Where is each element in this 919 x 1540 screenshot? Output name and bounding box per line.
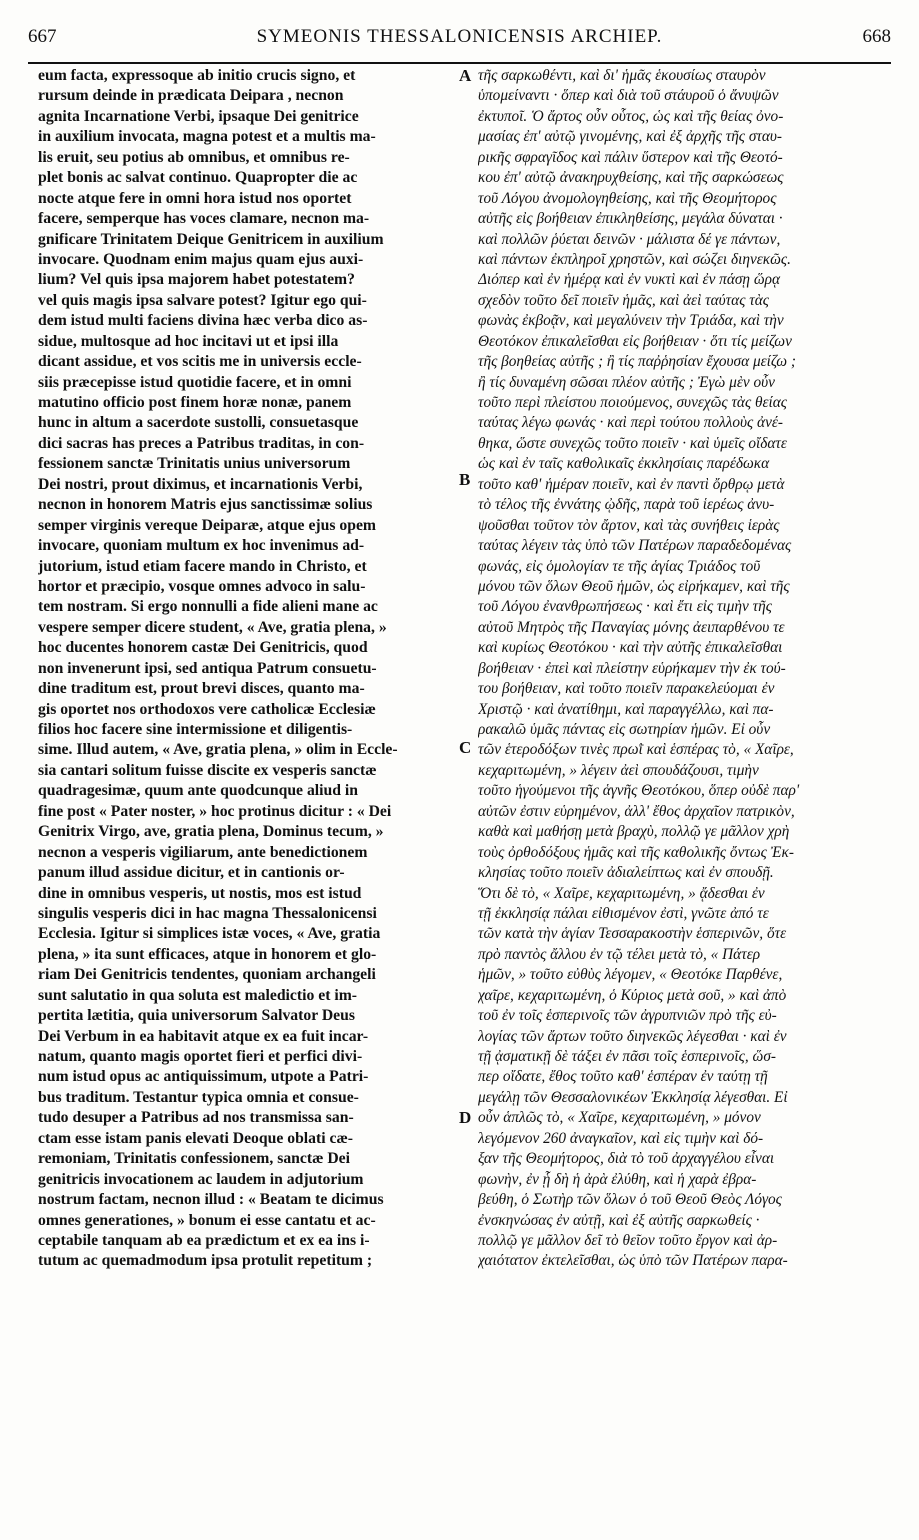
text-line: ψοῦσθαι τοῦτον τὸν ἄρτον, καὶ τὰς συνήθεις ἱερὰς xyxy=(478,516,780,534)
text-line: filios hoc facere sine intermissione et diligentis- xyxy=(38,721,353,738)
text-line: τοῦτο καθ' ἡμέραν ποιεῖν, καὶ ἐν παντὶ ὄρθρῳ μετὰ xyxy=(478,475,785,493)
text-line: τῆς σαρκωθέντι, καὶ δι' ἡμᾶς ἑκουσίως σταυρὸν xyxy=(478,67,766,84)
text-line: bus traditum. Testantur typica omnia et consue- xyxy=(38,1088,359,1106)
text-line: Dei nostri, prout diximus, et incarnationis Verbi, xyxy=(38,475,363,493)
text-line: αὐτοῦ Μητρὸς τῆς Παναγίας μόνης ἀειπαρθένου τε xyxy=(478,618,785,636)
text-line: σχεδὸν τοῦτο δεῖ ποιεῖν ἡμᾶς, καὶ ἀεὶ ταύτας τὰς xyxy=(478,291,769,309)
text-line: ταύτας λέγειν τὰς ὑπὸ τῶν Πατέρων παραδεδομένας xyxy=(478,537,792,555)
text-line: tutum ac quemadmodum ipsa protulit repetitum ; xyxy=(38,1252,373,1270)
text-line: riam Dei Genitricis tendentes, quoniam archangeli xyxy=(38,966,376,984)
text-line: Χριστῷ · καὶ ἀνατίθημι, καὶ παραγγέλλω, καὶ πα- xyxy=(478,700,774,718)
text-line: lis eruit, seu potius ab omnibus, et omnibus re- xyxy=(38,148,350,166)
text-line: vel quis magis ipsa salvare potest? Igitur ego qui- xyxy=(38,291,367,309)
text-line: gnificare Trinitatem Deique Genitricem in auxilium xyxy=(38,230,384,248)
text-line: ἢ τίς δυναμένη σῶσαι πλέον αὐτῆς ; Ἐγὼ μὲν οὖν xyxy=(478,373,775,391)
text-line: necnon a vesperis vigiliarum, ante benedictionem xyxy=(38,843,368,861)
text-line: lium? Vel quis ipsa majorem habet potestatem? xyxy=(38,271,355,289)
text-line: τοῦ ἐν τοῖς ἑσπερινοῖς τῶν ἀγρυπνιῶν πρὸ τῆς εὐ- xyxy=(478,1007,777,1025)
text-line: sunt salutatio in qua soluta est maledictio et im- xyxy=(38,986,357,1004)
text-line: περ οἴδατε, ἔθος τοῦτο καθ' ἑσπέραν ἐν ταύτῃ τῇ xyxy=(478,1068,768,1086)
latin-column xyxy=(38,66,458,1272)
text-line: Dei Verbum in ea habitavit atque ex ea fuit incar- xyxy=(38,1027,369,1045)
text-line: βοήθειαν · ἐπεὶ καὶ πλείστην εὑρήκαμεν τὴν ἐκ τού- xyxy=(478,659,786,677)
greek-column xyxy=(478,66,892,1272)
text-line: num istud opus ac antiquissimum, utpote a Patri- xyxy=(38,1068,369,1086)
text-line: singulis vesperis dici in hac magna Thessalonicensi xyxy=(38,904,377,922)
text-line: hoc ducentes honorem castæ Dei Genitricis, quod xyxy=(38,639,368,657)
text-line: λογίας τῶν ἄρτων τοῦτο διηνεκῶς λέγεσθαι · καὶ ἐν xyxy=(478,1027,787,1045)
text-line: κλησίας τοῦτο ποιεῖν ἀδιαλείπτως καὶ ἐν σπουδῇ. xyxy=(478,864,774,882)
text-line: φωνάς, εἰς ὁμολογίαν τε τῆς ἁγίας Τριάδος τοῦ xyxy=(478,557,761,575)
text-line: omnes generationes, » bonum ei esse cantatu et ac- xyxy=(38,1211,376,1229)
text-line: hortor et præcipio, vosque omnes advoco in salu- xyxy=(38,577,366,595)
text-line: genitricis invocationem ac laudem in adjutorium xyxy=(38,1170,364,1188)
text-line: fessionem sanctæ Trinitatis unius universorum xyxy=(38,455,351,473)
page-number-right: 668 xyxy=(862,26,891,47)
text-line: siis præcepisse istud quotidie facere, et in omni xyxy=(38,373,352,391)
text-line: Διόπερ καὶ ἐν ἡμέρᾳ καὶ ἐν νυκτὶ καὶ ἐν πάσῃ ὥρᾳ xyxy=(478,271,781,289)
text-line: χαιότατον ἐκτελεῖσθαι, ὡς ὑπὸ τῶν Πατέρων παρα- xyxy=(478,1252,788,1270)
text-line: τῇ ἐκκλησίᾳ πάλαι εἰθισμένον ἐστὶ, γνῶτε ἀπό τε xyxy=(478,904,769,922)
text-line: Ecclesia. Igitur si simplices istæ voces, « Ave, gratia xyxy=(38,925,381,943)
text-line: sia cantari solitum fuisse discite ex vesperis sanctæ xyxy=(38,761,377,779)
text-line: καὶ κυρίως Θεοτόκου · καὶ τὴν αὐτῆς ἐπικαλεῖσθαι xyxy=(478,639,783,657)
text-line: pertita lætitia, quia universorum Salvator Deus xyxy=(38,1007,355,1025)
text-line: vespere semper dicere student, « Ave, gratia plena, » xyxy=(38,618,387,636)
text-line: ctam esse istam panis elevati Deoque oblati cæ- xyxy=(38,1129,354,1147)
page-header xyxy=(28,22,891,64)
text-line: τῆς βοηθείας αὐτῆς ; ἢ τίς παῤῥησίαν ἔχουσα μείζω ; xyxy=(478,353,796,371)
text-line: χαῖρε, κεχαριτωμένη, ὁ Κύριος μετὰ σοῦ, » καὶ ἀπὸ xyxy=(478,986,787,1004)
text-line: in auxilium invocata, magna potest et a multis ma- xyxy=(38,128,376,146)
text-line: plena, » ita sunt efficaces, atque in honorem et glo- xyxy=(38,945,377,963)
text-line: του βοήθειαν, καὶ τοῦτο ποιεῖν παρακελεύομαι ἐν xyxy=(478,680,775,698)
text-line: μεγάλῃ τῶν Θεσσαλονικέων Ἐκκλησίᾳ λέγεσθαι. Εἰ xyxy=(478,1088,788,1106)
text-line: fine post « Pater noster, » hoc protinus dicitur : « Dei xyxy=(38,802,392,820)
text-line: λεγόμενον 260 ἀναγκαῖον, καὶ εἰς τιμὴν καὶ δό- xyxy=(478,1129,764,1147)
text-line: dine traditum est, prout brevi disces, quanto ma- xyxy=(38,680,365,698)
section-marker-b: B xyxy=(459,470,471,489)
text-line: quadragesimæ, quum ante quodcunque aliud in xyxy=(38,782,358,800)
text-line: invocare, quoniam multum ex hoc invenimus ad- xyxy=(38,537,365,555)
text-line: panum illud assidue dicitur, et in cantionis or- xyxy=(38,864,345,882)
text-line: τῶν ἑτεροδόξων τινὲς πρωῒ καὶ ἑσπέρας τὸ, « Χαῖρε, xyxy=(478,741,794,759)
text-line: invocare. Quodnam enim majus quam ejus auxi- xyxy=(38,250,364,268)
text-line: τοῦ Λόγου ἀνομολογηθείσης, καὶ τῆς Θεομήτορος xyxy=(478,189,777,207)
text-line: sime. Illud autem, « Ave, gratia plena, » olim in Eccle- xyxy=(38,741,398,759)
text-line: ταύτας λέγω φωνάς · καὶ περὶ τούτου πολλοὺς ἀνέ- xyxy=(478,414,783,432)
text-line: jutorium, istud etiam facere mando in Christo, et xyxy=(38,557,367,575)
text-line: τοὺς ὀρθοδόξους ἡμᾶς καὶ τῆς καθολικῆς ὄντως Ἐκ- xyxy=(478,843,794,861)
text-line: τοῦτο περὶ πλείστου ποιούμενος, συνεχῶς τὰς θείας xyxy=(478,394,788,411)
text-line: κεχαριτωμένη, » λέγειν ἀεὶ σπουδάζουσι, τιμὴν xyxy=(478,761,759,779)
text-line: necnon in honorem Matris ejus sanctissimæ solius xyxy=(38,496,373,514)
text-line: βεύθη, ὁ Σωτὴρ τῶν ὅλων ὁ τοῦ Θεοῦ Θεὸς Λόγος xyxy=(478,1191,782,1209)
text-line: θηκα, ὥστε συνεχῶς τοῦτο ποιεῖν · καὶ ὑμεῖς οἴδατε xyxy=(478,434,787,452)
text-line: plet bonis ac salvat continuo. Quapropter die ac xyxy=(38,169,358,187)
text-line: tudo desuper a Patribus ad nos transmissa san- xyxy=(38,1109,354,1127)
text-line: μόνου τῶν ὅλων Θεοῦ ἡμῶν, ὡς εἰρήκαμεν, καὶ τῆς xyxy=(478,577,790,595)
text-line: ἐνσκηνώσας ἐν αὐτῇ, καὶ ἐξ αὐτῆς σαρκωθείς · xyxy=(478,1211,760,1229)
text-line: πρὸ παντὸς ἄλλου ἐν τῷ τέλει μετὰ τὸ, « Πάτερ xyxy=(478,945,761,963)
text-line: ἡμῶν, » τοῦτο εὐθὺς λέγομεν, « Θεοτόκε Παρθένε, xyxy=(478,966,783,984)
section-marker-c: C xyxy=(459,738,472,757)
text-line: αὐτῆς εἰς βοήθειαν ἐπικληθείσης, μεγάλα δύναται · xyxy=(478,210,783,228)
text-line: semper virginis vereque Deiparæ, atque ejus opem xyxy=(38,516,376,534)
text-line: natum, quanto magis oportet fieri et perfici divi- xyxy=(38,1048,363,1065)
text-line: ρικῆς σφραγῖδος καὶ πάλιν ὕστερον καὶ τῆς Θεοτό- xyxy=(478,148,783,166)
text-line: Genitrix Virgo, ave, gratia plena, Dominus tecum, » xyxy=(38,823,384,841)
text-line: rursum deinde in prædicata Deipara , necnon xyxy=(38,87,344,105)
text-line: αὐτῶν ἐστιν εὑρημένον, ἀλλ' ἔθος ἀρχαῖον πατρικὸν, xyxy=(478,802,795,820)
text-line: καὶ πάντων ἐκπληροῖ χρηστῶν, καὶ σώζει διηνεκῶς. xyxy=(478,250,791,268)
text-line: φωνὰς ἐκβοᾷν, καὶ μεγαλύνειν τὴν Τριάδα, καὶ τὴν xyxy=(478,312,784,330)
text-line: dicant assidue, et vos scitis me in universis eccle- xyxy=(38,353,362,371)
text-line: ξαν τῆς Θεομήτορος, διὰ τὸ τοῦ ἀρχαγγέλου εἶναι xyxy=(478,1150,775,1168)
text-line: agnita Incarnatione Verbi, ipsaque Dei genitrice xyxy=(38,107,359,125)
text-line: κου ἐπ' αὐτῷ ἀνακηρυχθείσης, καὶ τῆς σαρκώσεως xyxy=(478,169,784,187)
text-line: Ὅτι δὲ τὸ, « Χαῖρε, κεχαριτωμένη, » ᾄδεσθαι ἐν xyxy=(478,884,765,902)
text-line: gis oportet nos orthodoxos vere catholicæ Ecclesiæ xyxy=(38,700,376,718)
text-line: facere, semperque has voces clamare, necnon ma- xyxy=(38,210,370,228)
text-line: τὸ τέλος τῆς ἐννάτης ᾠδῆς, παρὰ τοῦ ἱερέως ἀνυ- xyxy=(478,496,775,514)
text-line: τῇ ᾀσματικῇ δὲ τάξει ἐν πᾶσι τοῖς ἑσπερινοῖς, ὥσ- xyxy=(478,1048,776,1065)
text-line: ὡς καὶ ἐν ταῖς καθολικαῖς ἐκκλησίαις παρέδωκα xyxy=(478,455,770,473)
text-line: οὖν ἁπλῶς τὸ, « Χαῖρε, κεχαριτωμένη, » μόνον xyxy=(478,1109,761,1127)
text-line: dici sacras has preces a Patribus traditas, in con- xyxy=(38,434,365,452)
section-marker-a: A xyxy=(459,66,472,85)
text-line: hunc in altum a sacerdote sustolli, consuetasque xyxy=(38,414,359,432)
text-line: Θεοτόκον ἐπικαλεῖσθαι εἰς βοήθειαν · ὅτι τίς μείζων xyxy=(478,332,792,350)
text-line: τῶν κατὰ τὴν ἁγίαν Τεσσαρακοστὴν ἑσπερινῶν, ὅτε xyxy=(478,925,787,943)
text-line: καὶ πολλῶν ῥύεται δεινῶν · μάλιστα δέ γε πάντων, xyxy=(478,230,781,248)
running-title: SYMEONIS THESSALONICENSIS ARCHIEP. xyxy=(256,26,663,47)
text-line: ρακαλῶ ὑμᾶς πάντας εἰς σωτηρίαν ἡμῶν. Εἰ οὖν xyxy=(478,721,771,738)
text-line: τοῦτο ἡγούμενοι τῆς ἁγνῆς Θεοτόκου, ὅπερ οὐδὲ παρ' xyxy=(478,782,800,800)
text-line: matutino officio post finem horæ nonæ, panem xyxy=(38,394,352,411)
text-line: ὑπομείναντι · ὅπερ καὶ διὰ τοῦ στάυροῦ ὁ ἄνυψῶν xyxy=(478,87,779,105)
text-line: sidue, multosque ad hoc incitavi ut et ipsi illa xyxy=(38,332,339,350)
section-marker-d: D xyxy=(459,1108,472,1127)
text-line: nocte atque fere in omni hora istud nos oportet xyxy=(38,189,352,207)
text-line: τοῦ Λόγου ἐνανθρωπήσεως · καὶ ἔτι εἰς τιμὴν τῆς xyxy=(478,598,772,616)
text-line: dem istud multi faciens divina hæc verba dico as- xyxy=(38,312,368,330)
text-line: μασίας ἐπ' αὐτῷ γινομένης, καὶ ἐξ ἀρχῆς τῆς σταυ- xyxy=(478,128,782,146)
text-line: πολλῷ γε μᾶλλον δεῖ τὸ θεῖον τοῦτο ἔργον καὶ ἀρ- xyxy=(478,1231,778,1249)
text-line: καθὰ καὶ μαθήσῃ μετὰ βραχὺ, πολλῷ γε μᾶλλον χρὴ xyxy=(478,823,790,841)
text-line: ceptabile tanquam ab ea prædictum et ex ea ins i- xyxy=(38,1231,370,1249)
text-line: non invenerunt ipsi, sed antiqua Patrum consuetu- xyxy=(38,659,377,677)
text-line: remoniam, Trinitatis confessionem, sanctæ Dei xyxy=(38,1150,350,1168)
text-line: ἐκτυποῖ. Ὁ ἄρτος οὖν οὗτος, ὡς καὶ τῆς θείας ὀνο- xyxy=(478,107,784,125)
text-line: nostrum factam, necnon illud : « Beatam te dicimus xyxy=(38,1191,384,1209)
text-line: φωνὴν, ἐν ᾗ δὴ ἡ ἀρὰ ἐλύθη, καὶ ἡ χαρὰ ἐβρα- xyxy=(478,1170,757,1188)
text-line: tem nostram. Si ergo nonnulli a fide alieni mane ac xyxy=(38,598,378,616)
text-line: eum facta, expressoque ab initio crucis signo, et xyxy=(38,67,356,84)
text-line: dine in omnibus vesperis, ut nostis, mos est istud xyxy=(38,884,362,902)
page-number-left: 667 xyxy=(28,26,57,47)
